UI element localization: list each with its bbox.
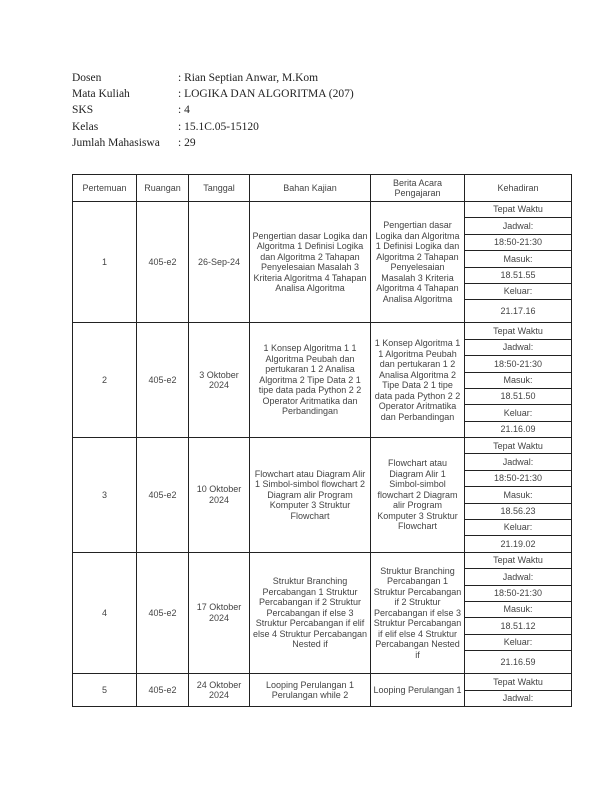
info-row-dosen xyxy=(72,70,354,86)
pertemuan-cell: 2 xyxy=(73,323,137,438)
bahan-kajian-cell: 1 Konsep Algoritma 1 1 Algoritma Peubah dan pertukaran 1 2 Analisa Algoritma 2 Tipe Data 2 1 tipe data pada Python 2 2 Operator Aritmatika dan Perbandingan xyxy=(250,323,371,438)
kehadiran-masuk: 18.51.55 xyxy=(465,267,572,283)
info-label: Jumlah Mahasiswa xyxy=(72,136,160,149)
ruangan-cell: 405-e2 xyxy=(137,438,189,553)
kehadiran-label: Jadwal: xyxy=(465,690,572,706)
kehadiran-jadwal: 18:50-21:30 xyxy=(465,470,572,486)
course-info xyxy=(72,70,354,151)
kehadiran-status: Tepat Waktu xyxy=(465,552,572,568)
info-label: Kelas xyxy=(72,120,99,133)
kehadiran-status: Tepat Waktu xyxy=(465,438,572,454)
pertemuan-cell: 1 xyxy=(73,202,137,323)
tanggal-cell: 26-Sep-24 xyxy=(189,202,250,323)
attendance-table xyxy=(72,174,572,707)
tanggal-cell: 17 Oktober 2024 xyxy=(189,552,250,673)
info-value: : 15.1C.05-15120 xyxy=(178,120,259,133)
kehadiran-label: Masuk: xyxy=(465,251,572,267)
info-row-jumlah-mahasiswa xyxy=(72,135,354,151)
bahan-kajian-cell: Struktur Branching Percabangan 1 Struktur Percabangan if 2 Struktur Percabangan if else 3 Struktur Percabangan if elif else 4 Struktur Percabangan Nested if xyxy=(250,552,371,673)
kehadiran-label: Keluar: xyxy=(465,283,572,299)
kehadiran-masuk: 18.56.23 xyxy=(465,503,572,519)
info-row-mata-kuliah xyxy=(72,86,354,102)
column-header: Tanggal xyxy=(189,175,250,202)
kehadiran-label: Masuk: xyxy=(465,487,572,503)
tanggal-cell: 3 Oktober 2024 xyxy=(189,323,250,438)
info-value: : Rian Septian Anwar, M.Kom xyxy=(178,72,319,84)
kehadiran-status: Tepat Waktu xyxy=(465,202,572,218)
kehadiran-status: Tepat Waktu xyxy=(465,323,572,339)
bahan-kajian-cell: Pengertian dasar Logika dan Algoritma 1 Definisi Logika dan Algoritma 2 Tahapan Penyelesaian Masalah 3 Kriteria Algoritma 4 Tahapan Analisa Algoritma xyxy=(250,202,371,323)
kehadiran-label: Jadwal: xyxy=(465,339,572,355)
table-row xyxy=(73,323,572,339)
kehadiran-keluar: 21.16.59 xyxy=(465,651,572,674)
column-header: Kehadiran xyxy=(465,175,572,202)
pertemuan-cell: 5 xyxy=(73,674,137,707)
bahan-kajian-cell: Flowchart atau Diagram Alir 1 Simbol-simbol flowchart 2 Diagram alir Program Komputer 3 Struktur Flowchart xyxy=(250,438,371,553)
kehadiran-label: Jadwal: xyxy=(465,218,572,234)
column-header: Pertemuan xyxy=(73,175,137,202)
kehadiran-label: Masuk: xyxy=(465,601,572,617)
kehadiran-label: Masuk: xyxy=(465,372,572,388)
kehadiran-status: Tepat Waktu xyxy=(465,674,572,690)
info-value: : 4 xyxy=(178,104,190,117)
column-header: Ruangan xyxy=(137,175,189,202)
tanggal-cell: 24 Oktober 2024 xyxy=(189,674,250,707)
kehadiran-masuk: 18.51.12 xyxy=(465,618,572,634)
ruangan-cell: 405-e2 xyxy=(137,323,189,438)
berita-acara-cell: Looping Perulangan 1 xyxy=(371,674,465,707)
kehadiran-label: Keluar: xyxy=(465,405,572,421)
kehadiran-jadwal: 18:50-21:30 xyxy=(465,234,572,250)
berita-acara-cell: 1 Konsep Algoritma 1 1 Algoritma Peubah dan pertukaran 1 2 Analisa Algoritma 2 Tipe Data 2 1 tipe data pada Python 2 2 Operator Aritmatika dan Perbandingan xyxy=(371,323,465,438)
berita-acara-cell: Struktur Branching Percabangan 1 Struktur Percabangan if 2 Struktur Percabangan if else 3 Struktur Percabangan if elif else 4 Struktur Percabangan Nested if xyxy=(371,552,465,673)
tanggal-cell: 10 Oktober 2024 xyxy=(189,438,250,553)
pertemuan-cell: 4 xyxy=(73,552,137,673)
ruangan-cell: 405-e2 xyxy=(137,552,189,673)
ruangan-cell: 405-e2 xyxy=(137,202,189,323)
info-row-kelas xyxy=(72,119,354,135)
berita-acara-cell: Pengertian dasar Logika dan Algoritma 1 Definisi Logika dan Algoritma 2 Tahapan Penyelesaian Masalah 3 Kriteria Algoritma 4 Tahapan Analisa Algoritma xyxy=(371,202,465,323)
table-row xyxy=(73,202,572,218)
table-row xyxy=(73,552,572,568)
kehadiran-keluar: 21.17.16 xyxy=(465,300,572,323)
info-label: Mata Kuliah xyxy=(72,88,130,101)
kehadiran-keluar: 21.19.02 xyxy=(465,536,572,552)
column-header: Berita Acara Pengajaran xyxy=(371,175,465,202)
bahan-kajian-cell: Looping Perulangan 1 Perulangan while 2 xyxy=(250,674,371,707)
info-label: Dosen xyxy=(72,72,102,84)
table-row xyxy=(73,438,572,454)
kehadiran-masuk: 18.51.50 xyxy=(465,388,572,404)
pertemuan-cell: 3 xyxy=(73,438,137,553)
table-header-row xyxy=(73,175,572,202)
kehadiran-keluar: 21.16.09 xyxy=(465,421,572,437)
info-label: SKS xyxy=(72,104,94,117)
berita-acara-cell: Flowchart atau Diagram Alir 1 Simbol-simbol flowchart 2 Diagram alir Program Komputer 3 Struktur Flowchart xyxy=(371,438,465,553)
kehadiran-label: Jadwal: xyxy=(465,454,572,470)
table-row xyxy=(73,674,572,690)
info-value: : 29 xyxy=(178,136,196,149)
kehadiran-jadwal: 18:50-21:30 xyxy=(465,356,572,372)
kehadiran-label: Keluar: xyxy=(465,634,572,650)
kehadiran-label: Jadwal: xyxy=(465,569,572,585)
info-value: : LOGIKA DAN ALGORITMA (207) xyxy=(178,88,354,101)
column-header: Bahan Kajian xyxy=(250,175,371,202)
info-row-sks xyxy=(72,102,354,118)
kehadiran-label: Keluar: xyxy=(465,520,572,536)
ruangan-cell: 405-e2 xyxy=(137,674,189,707)
kehadiran-jadwal: 18:50-21:30 xyxy=(465,585,572,601)
